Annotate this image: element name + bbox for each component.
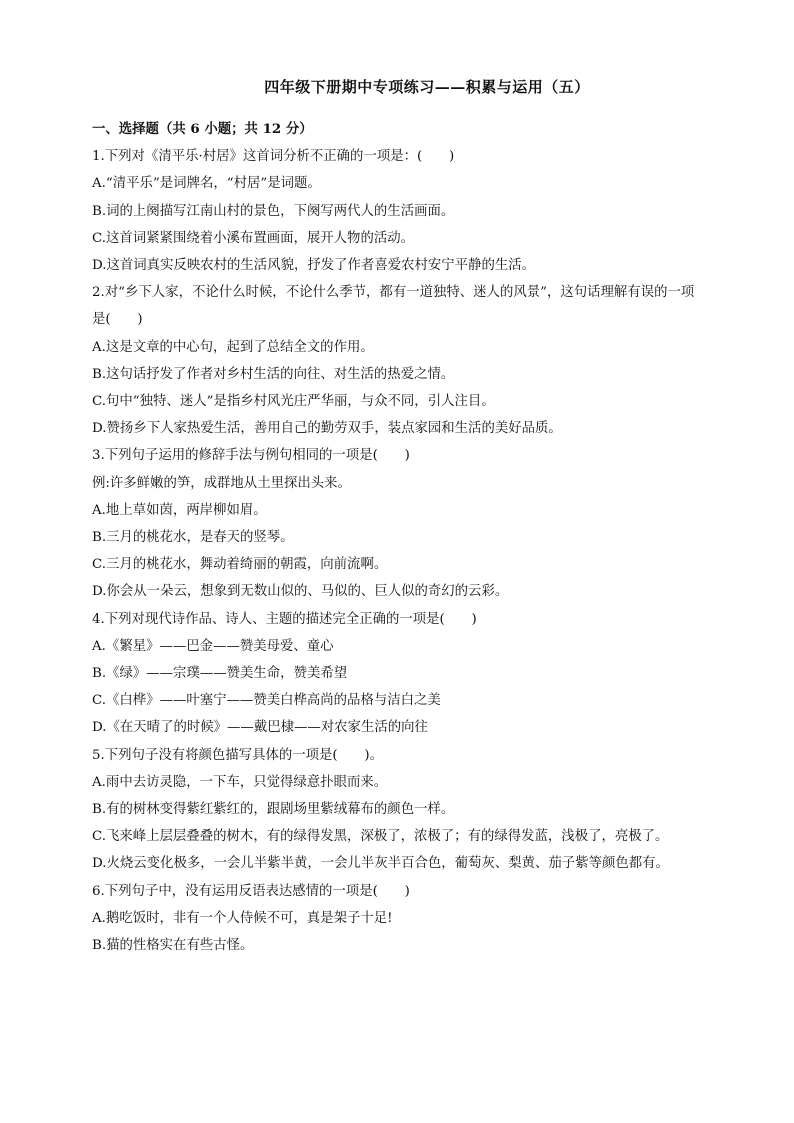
question-5-option-d: D.火烧云变化极多，一会儿半紫半黄，一会儿半灰半百合色，葡萄灰、梨黄、茄子紫等颜色都有。: [92, 856, 669, 872]
question-3-example: 例:许多鲜嫩的笋，成群地从土里探出头来。: [92, 475, 351, 491]
question-1-stem: 1.下列对《清平乐·村居》这首词分析不正确的一项是：( ): [92, 149, 455, 165]
question-6-option-b: B.猫的性格实在有些古怪。: [92, 938, 254, 954]
question-4-option-d: D.《在天晴了的时候》——戴巴棣——对农家生活的向往: [92, 720, 428, 736]
question-5-option-c: C.飞来峰上层层叠叠的树木，有的绿得发黑，深极了，浓极了；有的绿得发蓝，浅极了，亮极了。: [92, 829, 669, 845]
question-6-stem: 6.下列句子中，没有运用反语表达感情的一项是( ): [92, 883, 410, 899]
question-4-option-c: C.《白桦》——叶塞宁——赞美白桦高尚的品格与洁白之美: [92, 693, 441, 709]
question-1-option-c: C.这首词紧紧围绕着小溪布置画面，展开人物的活动。: [92, 230, 415, 246]
question-2-stem: 2.对“乡下人家，不论什么时候，不论什么季节，都有一道独特、迷人的风景”，这句话理解有误的一项是( ): [92, 285, 695, 328]
question-4-option-a: A.《繁星》——巴金——赞美母爱、童心: [92, 638, 334, 654]
question-2-option-c: C.句中“独特、迷人”是指乡村风光庄严华丽，与众不同，引人注目。: [92, 394, 495, 410]
question-2-option-b: B.这句话抒发了作者对乡村生活的向往、对生活的热爱之情。: [92, 366, 455, 382]
question-5-option-b: B.有的树林变得紫红紫红的，跟剧场里紫绒幕布的颜色一样。: [92, 802, 455, 818]
question-6-option-a: A.鹅吃饭时，非有一个人侍候不可，真是架子十足!: [92, 910, 393, 926]
question-5-option-a: A.雨中去访灵隐，一下车，只觉得绿意扑眼而来。: [92, 774, 388, 790]
question-4-stem: 4.下列对现代诗作品、诗人、主题的描述完全正确的一项是( ): [92, 611, 477, 627]
question-3-stem: 3.下列句子运用的修辞手法与例句相同的一项是( ): [92, 448, 410, 464]
question-3-option-b: B.三月的桃花水，是春天的竖琴。: [92, 530, 294, 546]
question-3-option-d: D.你会从一朵云，想象到无数山似的、马似的、巨人似的奇幻的云彩。: [92, 584, 509, 600]
question-2-option-d: D.赞扬乡下人家热爱生活，善用自己的勤劳双手，装点家园和生活的美好品质。: [92, 421, 562, 437]
question-1-option-a: A.“清平乐”是词牌名，“村居”是词题。: [92, 176, 321, 192]
question-3-option-a: A.地上草如茵，两岸柳如眉。: [92, 502, 267, 518]
question-2-option-a: A.这是文章的中心句，起到了总结全文的作用。: [92, 339, 374, 355]
question-5-stem: 5.下列句子没有将颜色描写具体的一项是( )。: [92, 747, 384, 763]
question-3-option-c: C.三月的桃花水，舞动着绮丽的朝霞，向前流啊。: [92, 557, 388, 573]
question-4-option-b: B.《绿》——宗璞——赞美生命，赞美希望: [92, 666, 348, 682]
page-title: 四年级下册期中专项练习——积累与运用（五）: [264, 78, 590, 96]
question-1-option-b: B.词的上阕描写江南山村的景色，下阕写两代人的生活画面。: [92, 203, 455, 219]
exercise-content: [92, 116, 702, 959]
question-1-option-d: D.这首词真实反映农村的生活风貌，抒发了作者喜爱农村安宁平静的生活。: [92, 258, 536, 273]
section-heading: 一、选择题（共 6 小题；共 12 分）: [92, 121, 313, 137]
